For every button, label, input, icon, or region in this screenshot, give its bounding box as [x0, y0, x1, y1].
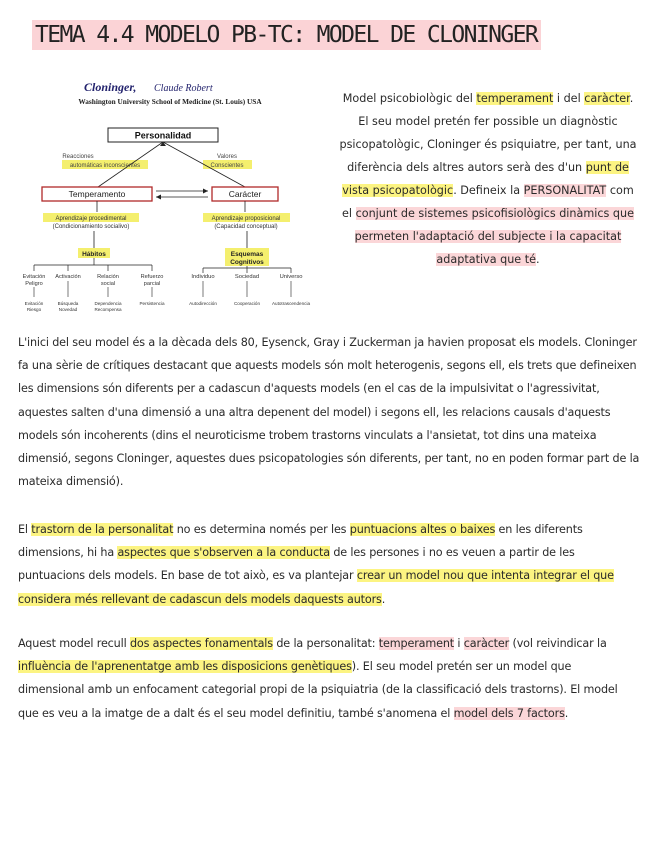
highlight-conducta: aspectes que s'observen a la conducta [117, 546, 330, 560]
highlight-aspectes: dos aspectes fonamentals [129, 637, 273, 650]
personalidad-box: Personalidad [134, 130, 192, 141]
temp-sub-4: Persistencia [139, 301, 165, 306]
habitos-label: Hábitos [82, 251, 106, 258]
temperamento-box: Temperamento [68, 189, 126, 199]
intro-paragraph: Model psicobiològic del temperament i del caràcter. El seu model pretén fer possible un diagnòstic psicopatològic, Cloninger és psiquiatre, per tant, una diferència dels altres autors serà des d'un punt de vista psicopatològic. Defineix la PERSONALITAT com el conjunt de sistemes psicofisiològics dinàmics que permeten l'adaptació del subjecte i la capacitat adaptativa que té. [339, 92, 637, 266]
car-sub-3: Autotrascendencia [271, 301, 311, 306]
highlight-caracter: caràcter [584, 92, 630, 105]
temp-dim-3: Relación [97, 274, 119, 280]
car-sub-1: Autodirección [189, 301, 217, 306]
cloninger-model-diagram [20, 76, 320, 322]
temp-dim-1-sub: Peligro [25, 281, 43, 287]
car-dim-3: Universo [279, 274, 303, 280]
highlight-psicopatologic: punt de vista psicopatològic [342, 161, 629, 197]
temp-sub-2: Búsqueda [57, 301, 79, 306]
caracter-box: Carácter [228, 189, 262, 199]
paragraph-history-text: L'inici del seu model és a la dècada dels 80, Eysenck, Gray i Zuckerman ja havien proposat els models. Cloninger fa una sèrie de crítiques destacant que aquests models són molt heterogenis, segons ell, els trets que defineixen les dimensions són diferents per a cadascun d'aquests models (en el cas de la impulsivitat o l'agressivitat, aquestes salten d'una dimensió a una altra depenent del model) i segons ell, les relacions causals d'aquests models són incoherents (dins el neuroticisme trobem trastorns vinculats a l'ansietat, tot dins una mateixa dimensió, segons Cloninger, aquestes dues psicopatologies són diferents, per tant, no en poden formar part de la mateixa dimensió). [18, 336, 640, 489]
temp-sub-1: Evitación [24, 301, 44, 306]
temp-sub-1-sub: Riesgo [26, 307, 42, 312]
temp-dim-3-sub: social [100, 281, 116, 287]
valores-sublabel: Conscientes [210, 163, 244, 169]
highlight-puntuacions: puntuacions altes o baixes [349, 523, 496, 536]
highlight-aprenentatge: influència de l'aprenentatge amb les disposicions genètiques [18, 660, 352, 674]
cognitivos-label: Cognitivos [230, 259, 264, 266]
highlight-caracter-2: caràcter [463, 637, 510, 650]
valores-label: Valores [217, 154, 237, 160]
car-dim-1: Individuo [191, 274, 215, 280]
highlight-temperament: temperament [476, 92, 554, 105]
capacidad-label: (Capacidad conceptual) [214, 224, 278, 230]
highlight-personalitat: PERSONALITAT [523, 184, 607, 197]
paragraph-model: Aquest model recull dos aspectes fonamentals de la personalitat: temperament i caràcter (vol reivindicar la influència de l'aprenentatge amb les disposicions genètiques). El seu model pretén ser un model que dimensional amb un enfocament categorial propi de la psiquiatria (de la classificació dels trastorns). El model que es veu a la imatge de a dalt és el seu model definitiu, també s'anomena el model dels 7 factors. [18, 637, 618, 720]
page-title: TEMA 4.4 MODELO PB-TC: MODEL DE CLONINGER [32, 20, 541, 50]
aprendizaje-procedimental: Aprendizaje procedimental [55, 216, 127, 222]
temp-dim-4-sub: parcial [143, 281, 161, 287]
highlight-trastorn: trastorn de la personalitat [31, 523, 174, 536]
condicionamiento-label: (Condicionamiento socialivo) [52, 224, 130, 230]
temp-sub-2-sub: Novedad [58, 307, 78, 312]
figure-author-rest: Claude Robert [154, 83, 213, 94]
highlight-nou-model: crear un model nou que intenta integrar el que considera més rellevant de cadascun dels models daquests autors [18, 569, 614, 606]
car-sub-2: Cooperación [233, 301, 261, 306]
car-dim-2: Sociedad [234, 274, 260, 280]
reacciones-sublabel: automáticas inconscientes [69, 163, 141, 169]
temp-dim-4: Refuerzo [140, 274, 164, 280]
highlight-temperament-2: temperament [378, 637, 455, 650]
temp-dim-2: Activación [55, 274, 81, 280]
paragraph-disorder: El trastorn de la personalitat no es determina només per les puntuacions altes o baixes en les diferents dimensions, hi ha aspectes que s'observen a la conducta de les persones i no es veuen a partir de les puntuacions dels models. En base de tot això, es va plantejar crear un model nou que intenta integrar el que considera més rellevant de cadascun dels models daquests autors. [18, 523, 614, 606]
esquemas-label: Esquemas [230, 251, 264, 258]
temp-sub-3-sub: Recompensa [94, 307, 122, 312]
figure-institution: Washington University School of Medicine (St. Louis) USA [78, 97, 262, 106]
highlight-definition: conjunt de sistemes psicofisiològics dinàmics que permeten l'adaptació del subjecte i la capacitat adaptativa que té [354, 207, 634, 266]
temp-dim-1: Evitación [22, 274, 46, 280]
highlight-7-factors: model dels 7 factors [453, 706, 565, 720]
reacciones-label: Reacciones [62, 154, 94, 160]
figure-author-name: Cloninger, [84, 80, 137, 94]
temp-sub-3: Dependencia [94, 301, 122, 306]
paragraph-history [18, 331, 640, 493]
aprendizaje-proposicional: Aprendizaje proposicional [211, 216, 281, 222]
